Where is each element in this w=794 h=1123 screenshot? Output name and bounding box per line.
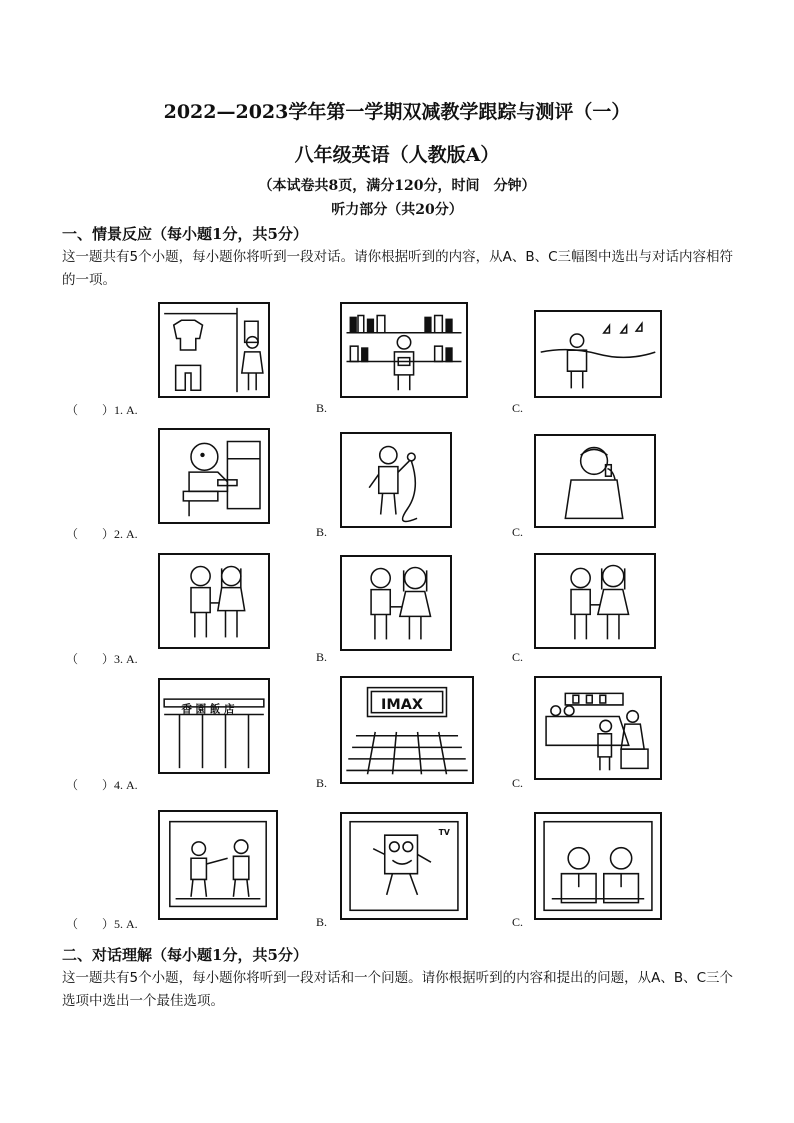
question-number-5: （ ）5. A. xyxy=(66,917,138,931)
library-icon xyxy=(342,304,466,396)
piano-boy-picture[interactable] xyxy=(158,428,270,524)
option-c-label: C. xyxy=(512,525,524,539)
cinema-icon xyxy=(342,678,472,782)
restaurant-icon xyxy=(536,678,660,778)
two-kids-picture-c[interactable] xyxy=(534,553,656,649)
two-kids-picture-a[interactable] xyxy=(158,553,270,649)
piano-icon xyxy=(160,430,268,522)
option-b-label: B. xyxy=(316,650,328,664)
phone-call-icon xyxy=(536,436,654,526)
beach-icon xyxy=(536,312,660,396)
option-c-label: C. xyxy=(512,650,524,664)
part-title: 听力部分（共20分） xyxy=(331,202,463,218)
building-icon xyxy=(160,680,268,772)
building-sign: 香 園 飯 店 xyxy=(181,703,235,716)
tv-corner-mark-icon: TV xyxy=(438,828,450,838)
library-reader-picture[interactable] xyxy=(340,302,468,398)
two-children-icon xyxy=(342,557,450,649)
section1-heading: 一、情景反应（每小题1分，共5分） xyxy=(62,225,308,243)
option-c-label: C. xyxy=(512,776,524,790)
option-b-label: B. xyxy=(316,915,328,929)
cinema-screen-text: IMAX xyxy=(381,696,424,713)
tv-talk-show-icon xyxy=(160,812,276,918)
section1-intro: 这一题共有5个小题，每小题你将听到一段对话。请你根据听到的内容，从A、B、C三幅图中选出与对话内容相符的一项。 xyxy=(62,249,734,288)
clothes-shop-picture[interactable] xyxy=(158,302,270,398)
option-b-label: B. xyxy=(316,525,328,539)
two-kids-picture-b[interactable] xyxy=(340,555,452,651)
exam-title: 2022—2023学年第一学期双减教学跟踪与测评（一） xyxy=(163,101,631,123)
two-children-icon xyxy=(160,555,268,647)
tv-talk-show-picture[interactable] xyxy=(158,810,278,920)
question-number-2: （ ）2. A. xyxy=(66,527,138,541)
option-b-label: B. xyxy=(316,776,328,790)
tv-cartoon-icon xyxy=(342,814,466,918)
question-number-4: （ ）4. A. xyxy=(66,778,138,792)
exam-subtitle: 八年级英语（人教版A） xyxy=(294,144,500,166)
beach-boy-picture[interactable] xyxy=(534,310,662,398)
option-c-label: C. xyxy=(512,401,524,415)
cinema-picture[interactable] xyxy=(340,676,474,784)
restaurant-picture[interactable] xyxy=(534,676,662,780)
section2-intro: 这一题共有5个小题，每小题你将听到一段对话和一个问题。请你根据听到的内容和提出的问题，从A、B、C三个选项中选出一个最佳选项。 xyxy=(62,970,734,1009)
question-number-1: （ ）1. A. xyxy=(66,403,138,417)
clothes-shop-icon xyxy=(160,304,268,396)
phone-boy-picture[interactable] xyxy=(534,434,656,528)
option-c-label: C. xyxy=(512,915,524,929)
two-children-icon xyxy=(536,555,654,647)
exam-note: （本试卷共8页，满分120分，时间 分钟） xyxy=(258,178,536,194)
section2-heading: 二、对话理解（每小题1分，共5分） xyxy=(62,946,308,964)
microphone-boy-picture[interactable] xyxy=(340,432,452,528)
question-number-3: （ ）3. A. xyxy=(66,652,138,666)
microphone-icon xyxy=(342,434,450,526)
tv-news-icon xyxy=(536,814,660,918)
tv-news-picture[interactable] xyxy=(534,812,662,920)
tv-cartoon-picture[interactable] xyxy=(340,812,468,920)
building-picture[interactable] xyxy=(158,678,270,774)
option-b-label: B. xyxy=(316,401,328,415)
